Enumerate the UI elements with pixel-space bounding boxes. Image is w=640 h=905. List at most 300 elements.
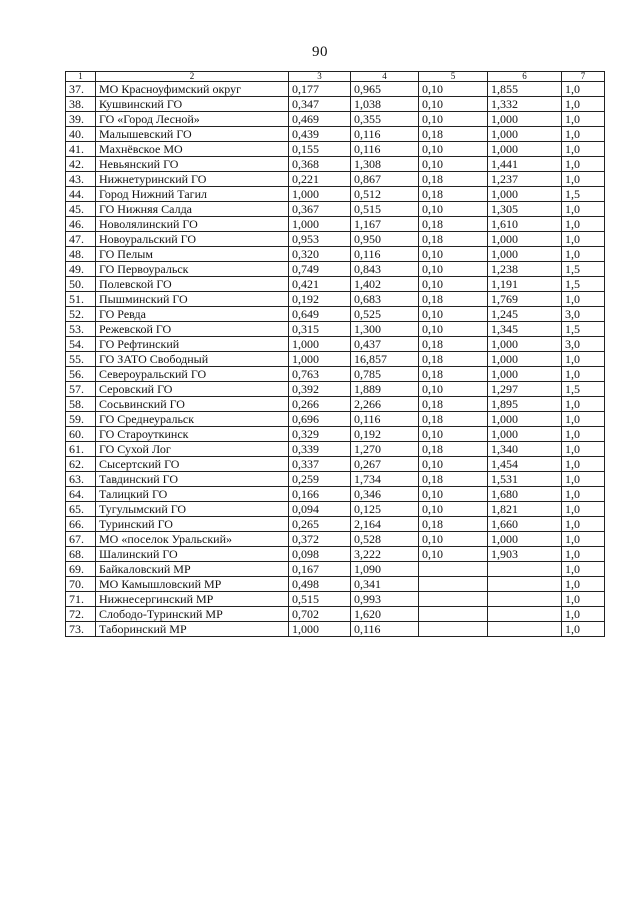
municipality-name-cell: Шалинский ГО: [96, 547, 289, 562]
header-cell: 6: [488, 72, 562, 82]
municipality-name-cell: Полевской ГО: [96, 277, 289, 292]
table-body: [66, 72, 605, 637]
value-col6-cell: 1,610: [488, 217, 562, 232]
row-number-cell: 66.: [66, 517, 96, 532]
table-row: [66, 367, 605, 382]
municipality-name-cell: Талицкий ГО: [96, 487, 289, 502]
municipality-name-cell: Таборинский МР: [96, 622, 289, 637]
value-col3-cell: 0,266: [289, 397, 351, 412]
value-col3-cell: 0,367: [289, 202, 351, 217]
table-row: [66, 157, 605, 172]
value-col4-cell: 0,867: [351, 172, 419, 187]
value-col7-cell: 1,0: [562, 292, 605, 307]
value-col4-cell: 0,843: [351, 262, 419, 277]
value-col6-cell: 1,769: [488, 292, 562, 307]
row-number-cell: 63.: [66, 472, 96, 487]
value-col6-cell: 1,000: [488, 127, 562, 142]
value-col6-cell: 1,454: [488, 457, 562, 472]
value-col7-cell: 1,0: [562, 97, 605, 112]
value-col5-cell: 0,18: [419, 172, 488, 187]
value-col7-cell: 1,0: [562, 397, 605, 412]
table-row: [66, 592, 605, 607]
municipality-name-cell: ГО Ревда: [96, 307, 289, 322]
value-col3-cell: 0,439: [289, 127, 351, 142]
value-col5-cell: 0,10: [419, 382, 488, 397]
value-col5-cell: 0,10: [419, 202, 488, 217]
row-number-cell: 65.: [66, 502, 96, 517]
value-col7-cell: 1,0: [562, 127, 605, 142]
page-number: 90: [312, 44, 328, 60]
row-number-cell: 61.: [66, 442, 96, 457]
value-col7-cell: 1,0: [562, 157, 605, 172]
table-row: [66, 562, 605, 577]
value-col4-cell: 1,300: [351, 322, 419, 337]
table-row: [66, 427, 605, 442]
value-col4-cell: 1,308: [351, 157, 419, 172]
value-col5-cell: 0,10: [419, 532, 488, 547]
municipality-name-cell: Слободо-Туринский МР: [96, 607, 289, 622]
table-row: [66, 292, 605, 307]
value-col3-cell: 0,329: [289, 427, 351, 442]
row-number-cell: 38.: [66, 97, 96, 112]
value-col3-cell: 0,469: [289, 112, 351, 127]
value-col3-cell: 1,000: [289, 187, 351, 202]
row-number-cell: 70.: [66, 577, 96, 592]
value-col6-cell: 1,000: [488, 187, 562, 202]
value-col7-cell: 1,0: [562, 532, 605, 547]
value-col3-cell: 0,953: [289, 232, 351, 247]
value-col6-cell: [488, 622, 562, 637]
value-col6-cell: 1,660: [488, 517, 562, 532]
municipality-name-cell: МО Красноуфимский округ: [96, 82, 289, 97]
data-table: [65, 71, 605, 637]
value-col5-cell: 0,10: [419, 547, 488, 562]
header-cell: 5: [419, 72, 488, 82]
row-number-cell: 55.: [66, 352, 96, 367]
table-row: [66, 202, 605, 217]
municipality-name-cell: Кушвинский ГО: [96, 97, 289, 112]
row-number-cell: 69.: [66, 562, 96, 577]
value-col4-cell: 3,222: [351, 547, 419, 562]
value-col4-cell: 0,512: [351, 187, 419, 202]
municipality-name-cell: ГО Нижняя Салда: [96, 202, 289, 217]
row-number-cell: 45.: [66, 202, 96, 217]
value-col6-cell: [488, 577, 562, 592]
value-col7-cell: 1,5: [562, 322, 605, 337]
header-cell: 1: [66, 72, 96, 82]
table-row: [66, 607, 605, 622]
value-col4-cell: 1,889: [351, 382, 419, 397]
value-col3-cell: 0,515: [289, 592, 351, 607]
value-col5-cell: 0,18: [419, 352, 488, 367]
row-number-cell: 64.: [66, 487, 96, 502]
table-row: [66, 307, 605, 322]
value-col7-cell: 1,0: [562, 562, 605, 577]
value-col7-cell: 1,0: [562, 247, 605, 262]
table-row: [66, 187, 605, 202]
value-col7-cell: 1,0: [562, 547, 605, 562]
municipality-name-cell: Туринский ГО: [96, 517, 289, 532]
value-col6-cell: 1,000: [488, 232, 562, 247]
value-col7-cell: 1,5: [562, 277, 605, 292]
row-number-cell: 67.: [66, 532, 96, 547]
row-number-cell: 40.: [66, 127, 96, 142]
table-row: [66, 442, 605, 457]
value-col4-cell: 0,116: [351, 247, 419, 262]
municipality-name-cell: ГО Пелым: [96, 247, 289, 262]
value-col7-cell: 1,5: [562, 382, 605, 397]
value-col7-cell: 1,0: [562, 352, 605, 367]
table-row: [66, 217, 605, 232]
value-col5-cell: 0,10: [419, 502, 488, 517]
value-col5-cell: 0,18: [419, 397, 488, 412]
value-col6-cell: 1,237: [488, 172, 562, 187]
value-col7-cell: 1,0: [562, 517, 605, 532]
value-col6-cell: 1,000: [488, 247, 562, 262]
municipality-name-cell: ГО «Город Лесной»: [96, 112, 289, 127]
value-col6-cell: 1,340: [488, 442, 562, 457]
value-col6-cell: 1,000: [488, 142, 562, 157]
row-number-cell: 62.: [66, 457, 96, 472]
municipality-name-cell: МО «поселок Уральский»: [96, 532, 289, 547]
value-col7-cell: 1,0: [562, 442, 605, 457]
municipality-name-cell: Новоуральский ГО: [96, 232, 289, 247]
row-number-cell: 50.: [66, 277, 96, 292]
value-col5-cell: 0,18: [419, 517, 488, 532]
value-col6-cell: 1,000: [488, 532, 562, 547]
table-row: [66, 82, 605, 97]
table-row: [66, 517, 605, 532]
value-col6-cell: 1,895: [488, 397, 562, 412]
table-row: [66, 472, 605, 487]
municipality-name-cell: ГО ЗАТО Свободный: [96, 352, 289, 367]
value-col7-cell: 1,0: [562, 457, 605, 472]
table-row: [66, 397, 605, 412]
value-col4-cell: 1,038: [351, 97, 419, 112]
value-col6-cell: 1,441: [488, 157, 562, 172]
value-col3-cell: 0,392: [289, 382, 351, 397]
row-number-cell: 72.: [66, 607, 96, 622]
table-row: [66, 112, 605, 127]
value-col3-cell: 0,421: [289, 277, 351, 292]
value-col5-cell: 0,10: [419, 142, 488, 157]
municipality-name-cell: Серовский ГО: [96, 382, 289, 397]
table-row: [66, 277, 605, 292]
value-col5-cell: [419, 607, 488, 622]
row-number-cell: 73.: [66, 622, 96, 637]
municipality-name-cell: ГО Первоуральск: [96, 262, 289, 277]
value-col4-cell: 0,267: [351, 457, 419, 472]
row-number-cell: 51.: [66, 292, 96, 307]
value-col6-cell: 1,821: [488, 502, 562, 517]
row-number-cell: 60.: [66, 427, 96, 442]
value-col5-cell: 0,10: [419, 427, 488, 442]
value-col3-cell: 0,368: [289, 157, 351, 172]
value-col6-cell: 1,531: [488, 472, 562, 487]
row-number-cell: 46.: [66, 217, 96, 232]
row-number-cell: 43.: [66, 172, 96, 187]
value-col4-cell: 0,116: [351, 142, 419, 157]
header-cell: 3: [289, 72, 351, 82]
row-number-cell: 44.: [66, 187, 96, 202]
value-col4-cell: 2,266: [351, 397, 419, 412]
value-col6-cell: 1,191: [488, 277, 562, 292]
value-col3-cell: 0,098: [289, 547, 351, 562]
value-col3-cell: 0,347: [289, 97, 351, 112]
value-col5-cell: [419, 592, 488, 607]
value-col7-cell: 1,0: [562, 577, 605, 592]
value-col3-cell: 0,763: [289, 367, 351, 382]
value-col6-cell: 1,238: [488, 262, 562, 277]
value-col3-cell: 0,166: [289, 487, 351, 502]
table-row: [66, 502, 605, 517]
value-col4-cell: 0,515: [351, 202, 419, 217]
municipality-name-cell: Нижнетуринский ГО: [96, 172, 289, 187]
value-col6-cell: 1,332: [488, 97, 562, 112]
header-cell: 4: [351, 72, 419, 82]
value-col4-cell: 0,525: [351, 307, 419, 322]
value-col5-cell: 0,18: [419, 232, 488, 247]
value-col5-cell: [419, 562, 488, 577]
value-col5-cell: 0,18: [419, 337, 488, 352]
value-col5-cell: 0,18: [419, 442, 488, 457]
value-col4-cell: 0,116: [351, 412, 419, 427]
table-row: [66, 172, 605, 187]
value-col5-cell: 0,10: [419, 157, 488, 172]
value-col6-cell: [488, 592, 562, 607]
value-col4-cell: 0,125: [351, 502, 419, 517]
municipality-name-cell: ГО Рефтинский: [96, 337, 289, 352]
municipality-name-cell: Байкаловский МР: [96, 562, 289, 577]
value-col7-cell: 3,0: [562, 337, 605, 352]
value-col4-cell: 1,620: [351, 607, 419, 622]
value-col5-cell: [419, 577, 488, 592]
table-row: [66, 352, 605, 367]
value-col5-cell: 0,10: [419, 112, 488, 127]
value-col6-cell: 1,000: [488, 427, 562, 442]
value-col3-cell: 1,000: [289, 337, 351, 352]
value-col3-cell: 0,155: [289, 142, 351, 157]
row-number-cell: 58.: [66, 397, 96, 412]
value-col7-cell: 1,0: [562, 607, 605, 622]
value-col3-cell: 1,000: [289, 622, 351, 637]
value-col4-cell: 0,965: [351, 82, 419, 97]
value-col4-cell: 1,270: [351, 442, 419, 457]
value-col7-cell: 3,0: [562, 307, 605, 322]
value-col3-cell: 0,167: [289, 562, 351, 577]
value-col4-cell: 1,734: [351, 472, 419, 487]
municipality-name-cell: Сосьвинский ГО: [96, 397, 289, 412]
value-col3-cell: 0,498: [289, 577, 351, 592]
value-col5-cell: 0,18: [419, 187, 488, 202]
value-col5-cell: 0,10: [419, 487, 488, 502]
header-cell: 2: [96, 72, 289, 82]
value-col7-cell: 1,0: [562, 367, 605, 382]
municipality-name-cell: ГО Староуткинск: [96, 427, 289, 442]
value-col5-cell: 0,10: [419, 262, 488, 277]
municipality-name-cell: Малышевский ГО: [96, 127, 289, 142]
row-number-cell: 68.: [66, 547, 96, 562]
value-col6-cell: [488, 562, 562, 577]
row-number-cell: 42.: [66, 157, 96, 172]
row-number-cell: 49.: [66, 262, 96, 277]
value-col7-cell: 1,0: [562, 502, 605, 517]
value-col5-cell: 0,18: [419, 367, 488, 382]
value-col3-cell: 0,337: [289, 457, 351, 472]
value-col5-cell: 0,10: [419, 307, 488, 322]
value-col7-cell: 1,0: [562, 202, 605, 217]
table-row: [66, 577, 605, 592]
value-col4-cell: 1,167: [351, 217, 419, 232]
row-number-cell: 57.: [66, 382, 96, 397]
table-header-row: [66, 72, 605, 82]
value-col6-cell: 1,297: [488, 382, 562, 397]
value-col3-cell: 0,177: [289, 82, 351, 97]
table-row: [66, 382, 605, 397]
value-col7-cell: 1,0: [562, 472, 605, 487]
municipality-name-cell: ГО Сухой Лог: [96, 442, 289, 457]
row-number-cell: 56.: [66, 367, 96, 382]
value-col7-cell: 1,0: [562, 427, 605, 442]
value-col5-cell: 0,18: [419, 412, 488, 427]
value-col3-cell: 1,000: [289, 217, 351, 232]
value-col4-cell: 0,993: [351, 592, 419, 607]
table-row: [66, 412, 605, 427]
header-cell: 7: [562, 72, 605, 82]
value-col7-cell: 1,0: [562, 622, 605, 637]
municipality-name-cell: Тавдинский ГО: [96, 472, 289, 487]
row-number-cell: 59.: [66, 412, 96, 427]
value-col5-cell: 0,18: [419, 217, 488, 232]
municipality-name-cell: Нижнесергинский МР: [96, 592, 289, 607]
value-col4-cell: 0,192: [351, 427, 419, 442]
table-row: [66, 487, 605, 502]
municipality-name-cell: Город Нижний Тагил: [96, 187, 289, 202]
value-col4-cell: 0,341: [351, 577, 419, 592]
value-col6-cell: 1,000: [488, 367, 562, 382]
table-row: [66, 622, 605, 637]
value-col5-cell: 0,10: [419, 82, 488, 97]
table-row: [66, 337, 605, 352]
value-col4-cell: 16,857: [351, 352, 419, 367]
value-col5-cell: 0,10: [419, 277, 488, 292]
value-col7-cell: 1,0: [562, 172, 605, 187]
value-col5-cell: 0,10: [419, 97, 488, 112]
row-number-cell: 48.: [66, 247, 96, 262]
row-number-cell: 47.: [66, 232, 96, 247]
row-number-cell: 53.: [66, 322, 96, 337]
table-row: [66, 547, 605, 562]
value-col7-cell: 1,0: [562, 142, 605, 157]
value-col3-cell: 0,259: [289, 472, 351, 487]
value-col4-cell: 0,528: [351, 532, 419, 547]
table-row: [66, 247, 605, 262]
value-col7-cell: 1,5: [562, 262, 605, 277]
value-col3-cell: 0,320: [289, 247, 351, 262]
value-col6-cell: 1,903: [488, 547, 562, 562]
value-col3-cell: 0,192: [289, 292, 351, 307]
value-col7-cell: 1,0: [562, 592, 605, 607]
value-col6-cell: 1,000: [488, 112, 562, 127]
value-col3-cell: 0,649: [289, 307, 351, 322]
value-col4-cell: 0,346: [351, 487, 419, 502]
value-col4-cell: 0,116: [351, 127, 419, 142]
value-col6-cell: 1,000: [488, 352, 562, 367]
row-number-cell: 39.: [66, 112, 96, 127]
row-number-cell: 41.: [66, 142, 96, 157]
value-col3-cell: 0,221: [289, 172, 351, 187]
value-col4-cell: 0,950: [351, 232, 419, 247]
value-col4-cell: 0,355: [351, 112, 419, 127]
value-col7-cell: 1,0: [562, 412, 605, 427]
value-col4-cell: 1,090: [351, 562, 419, 577]
table-row: [66, 262, 605, 277]
municipality-name-cell: Невьянский ГО: [96, 157, 289, 172]
value-col6-cell: 1,345: [488, 322, 562, 337]
value-col5-cell: 0,10: [419, 247, 488, 262]
value-col3-cell: 0,702: [289, 607, 351, 622]
value-col7-cell: 1,0: [562, 232, 605, 247]
value-col7-cell: 1,0: [562, 487, 605, 502]
municipality-name-cell: Сысертский ГО: [96, 457, 289, 472]
value-col5-cell: 0,18: [419, 472, 488, 487]
value-col4-cell: 0,116: [351, 622, 419, 637]
table-row: [66, 322, 605, 337]
table-row: [66, 97, 605, 112]
value-col4-cell: 0,437: [351, 337, 419, 352]
value-col3-cell: 0,696: [289, 412, 351, 427]
row-number-cell: 52.: [66, 307, 96, 322]
value-col7-cell: 1,0: [562, 112, 605, 127]
row-number-cell: 54.: [66, 337, 96, 352]
row-number-cell: 37.: [66, 82, 96, 97]
municipality-name-cell: Пышминский ГО: [96, 292, 289, 307]
value-col3-cell: 0,749: [289, 262, 351, 277]
value-col6-cell: 1,305: [488, 202, 562, 217]
value-col5-cell: 0,10: [419, 322, 488, 337]
value-col3-cell: 0,372: [289, 532, 351, 547]
table-row: [66, 457, 605, 472]
value-col6-cell: 1,000: [488, 412, 562, 427]
value-col6-cell: [488, 607, 562, 622]
value-col3-cell: 0,339: [289, 442, 351, 457]
value-col3-cell: 0,265: [289, 517, 351, 532]
municipality-name-cell: Североуральский ГО: [96, 367, 289, 382]
municipality-name-cell: Махнёвское МО: [96, 142, 289, 157]
value-col4-cell: 0,785: [351, 367, 419, 382]
table-row: [66, 142, 605, 157]
value-col3-cell: 0,315: [289, 322, 351, 337]
value-col4-cell: 1,402: [351, 277, 419, 292]
value-col6-cell: 1,855: [488, 82, 562, 97]
municipality-name-cell: Режевской ГО: [96, 322, 289, 337]
value-col5-cell: 0,18: [419, 127, 488, 142]
value-col6-cell: 1,000: [488, 337, 562, 352]
table-row: [66, 232, 605, 247]
value-col3-cell: 1,000: [289, 352, 351, 367]
municipality-name-cell: Тугулымский ГО: [96, 502, 289, 517]
value-col6-cell: 1,245: [488, 307, 562, 322]
value-col7-cell: 1,0: [562, 82, 605, 97]
value-col4-cell: 0,683: [351, 292, 419, 307]
table-row: [66, 532, 605, 547]
value-col3-cell: 0,094: [289, 502, 351, 517]
value-col5-cell: [419, 622, 488, 637]
value-col7-cell: 1,0: [562, 217, 605, 232]
value-col5-cell: 0,18: [419, 292, 488, 307]
value-col4-cell: 2,164: [351, 517, 419, 532]
value-col6-cell: 1,680: [488, 487, 562, 502]
